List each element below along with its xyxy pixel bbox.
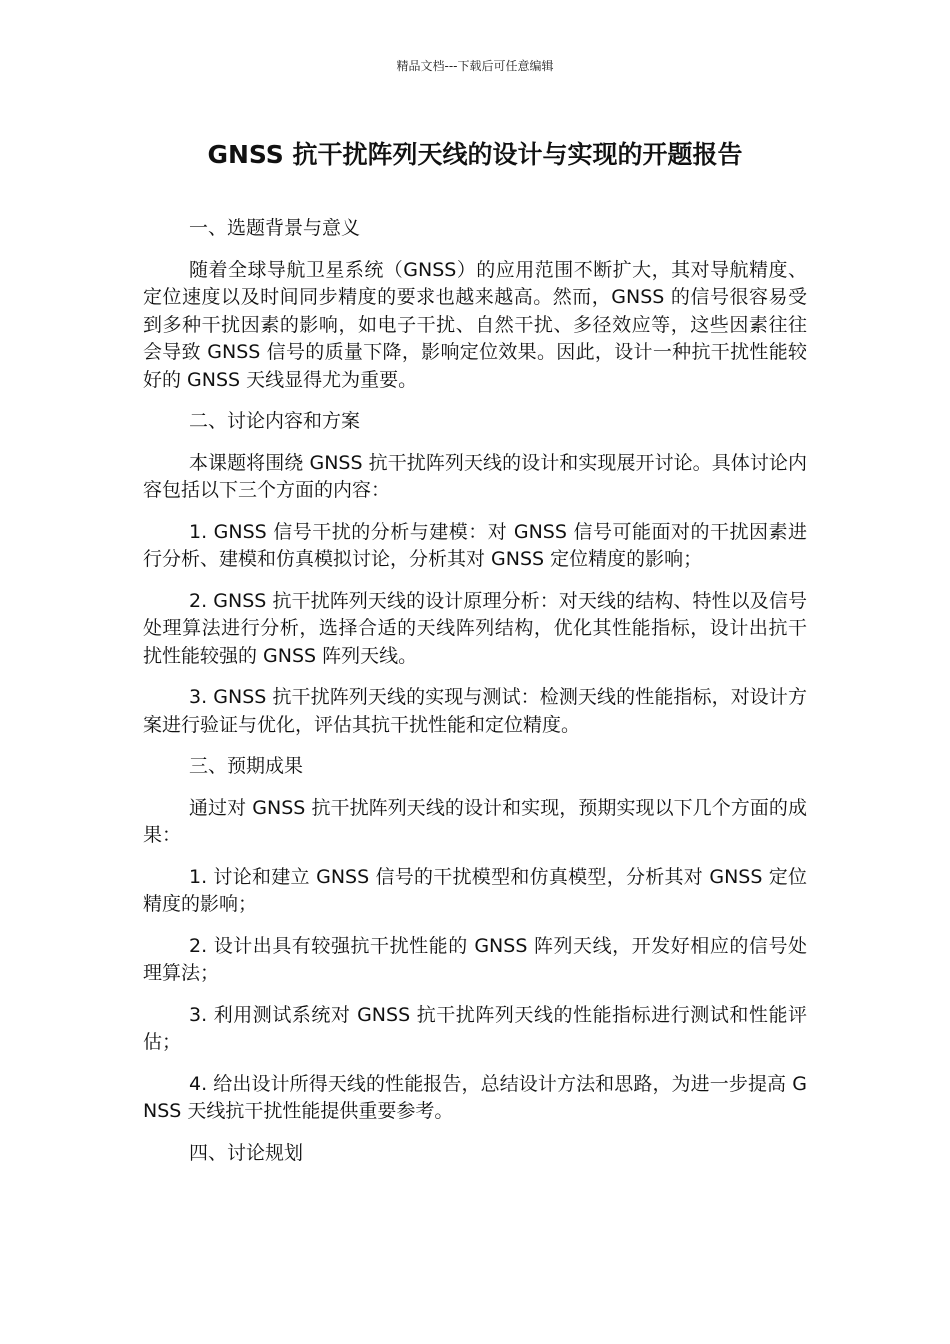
page-header: 精品文档---下载后可任意编辑 [396,59,554,73]
section-heading-results: 三、预期成果 [189,755,304,777]
paragraph-background: 随着全球导航卫星系统（GNSS）的应用范围不断扩大，其对导航精度、定位速度以及时间同步精度的要求也越来越高。然而，GNSS 的信号很容易受到多种干扰因素的影响，如电子干扰、自然干扰、多径效应等，这些因素往往会导致 GNSS 信号的质量下降，影响定位效果。因此，设计一种抗干扰性能较好的 GNSS 天线显得尤为重要。 [143,258,807,391]
section-heading-content: 二、讨论内容和方案 [189,410,361,432]
document-body [143,215,807,1181]
list-item-result-4: 4. 给出设计所得天线的性能报告，总结设计方法和思路，为进一步提高 GNSS 天线抗干扰性能提供重要参考。 [143,1072,807,1122]
section-heading-background: 一、选题背景与意义 [189,217,361,239]
list-item-content-1: 1. GNSS 信号干扰的分析与建模：对 GNSS 信号可能面对的干扰因素进行分析、建模和仿真模拟讨论，分析其对 GNSS 定位精度的影响； [143,520,807,570]
list-item-result-1: 1. 讨论和建立 GNSS 信号的干扰模型和仿真模型，分析其对 GNSS 定位精度的影响； [143,865,807,915]
list-item-result-3: 3. 利用测试系统对 GNSS 抗干扰阵列天线的性能指标进行测试和性能评估； [143,1003,807,1053]
paragraph-results-intro: 通过对 GNSS 抗干扰阵列天线的设计和实现，预期实现以下几个方面的成果： [143,796,807,846]
list-item-content-3: 3. GNSS 抗干扰阵列天线的实现与测试：检测天线的性能指标，对设计方案进行验证与优化，评估其抗干扰性能和定位精度。 [143,686,807,736]
document-title: GNSS 抗干扰阵列天线的设计与实现的开题报告 [207,140,743,169]
paragraph-content-intro: 本课题将围绕 GNSS 抗干扰阵列天线的设计和实现展开讨论。具体讨论内容包括以下三个方面的内容： [143,451,807,501]
list-item-result-2: 2. 设计出具有较强抗干扰性能的 GNSS 阵列天线，开发好相应的信号处理算法； [143,934,807,984]
section-heading-plan: 四、讨论规划 [189,1141,304,1164]
list-item-content-2: 2. GNSS 抗干扰阵列天线的设计原理分析：对天线的结构、特性以及信号处理算法进行分析，选择合适的天线阵列结构，优化其性能指标，设计出抗干扰性能较强的 GNSS 阵列天线。 [143,589,807,667]
